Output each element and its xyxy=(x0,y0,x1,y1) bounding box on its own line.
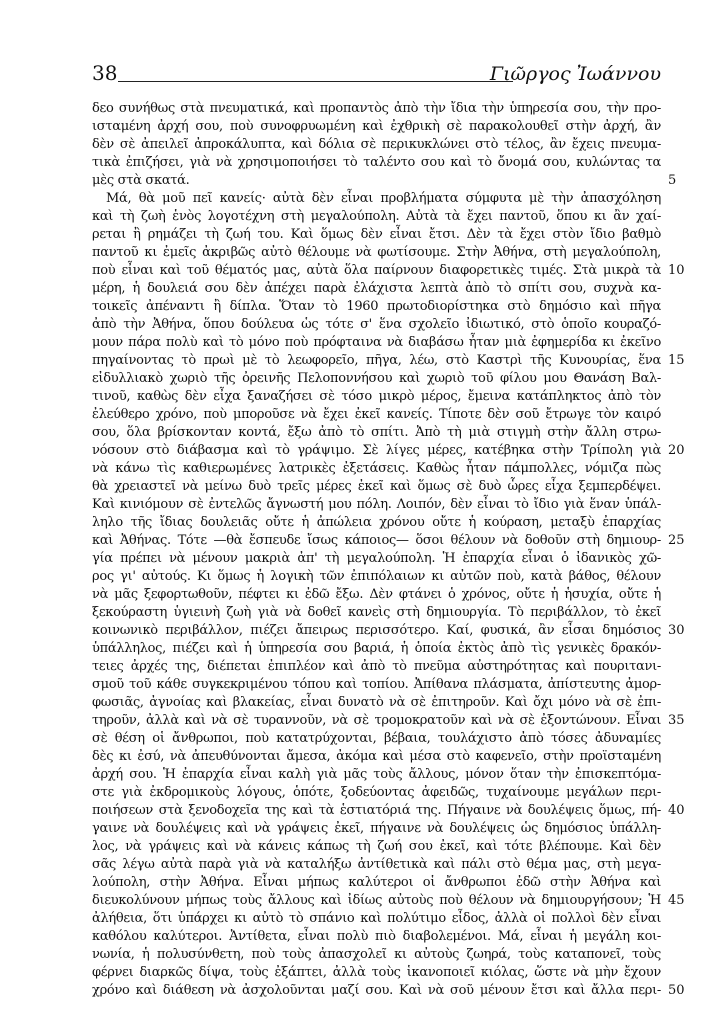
line-number: 35 xyxy=(668,713,685,728)
body-text xyxy=(92,100,661,1000)
line-number: 45 xyxy=(668,893,685,908)
text-line: νὰ κάνω τὶς καθιερωμένες λατρικὲς ἐξετάσεις. Καθὼς ἦταν πάμπολλες, νόμιζα πὼς xyxy=(92,461,661,476)
text-line: δὲν σὲ ἀπειλεῖ ἀπροκάλυπτα, καὶ δόλια σὲ περικυκλώνει στὸ τέλος, ἂν ἔχεις πνευμα- xyxy=(92,137,661,152)
line-number: 5 xyxy=(668,173,677,188)
text-line: χρόνο καὶ διάθεση νὰ ἀσχολοῦνται μαζί σου. Καὶ νὰ σοῦ μένουν ἔτσι καὶ ἄλλα περι- xyxy=(92,983,661,998)
page-header xyxy=(92,60,661,90)
text-line: λούπολη, στὴν Ἀθήνα. Εἶναι μήπως καλύτεροι οἱ ἄνθρωποι ἐδῶ στὴν Ἀθήνα καὶ xyxy=(92,875,661,890)
line-number: 20 xyxy=(668,443,685,458)
text-line: νωνία, ἡ πολυσύνθετη, ποὺ τοὺς ἀπασχολεῖ κι αὐτοὺς ζωηρά, τοὺς καταπονεῖ, τοὺς xyxy=(92,947,661,962)
line-number: 10 xyxy=(668,263,685,278)
text-line: ἀλήθεια, ὅτι ὑπάρχει κι αὐτὸ τὸ σπάνιο καὶ πολύτιμο εἶδος, ἀλλὰ οἱ πολλοὶ δὲν εἶναι xyxy=(92,911,661,926)
text-line: τοικεῖς ἀπέναντι ἢ δίπλα. Ὅταν τὸ 1960 πρωτοδιορίστηκα στὸ δημόσιο καὶ πῆγα xyxy=(92,299,661,314)
line-number: 25 xyxy=(668,533,685,548)
text-line: θὰ χρειαστεῖ νὰ μείνω δυὸ τρεῖς μέρες ἐκεῖ καὶ ὅμως σὲ δυὸ ὧρες εἶχα ξεμπερδέψει. xyxy=(92,479,661,494)
line-number: 30 xyxy=(668,623,685,638)
text-line: δὲς κι ἐσύ, νὰ ἀπευθύνονται ἄμεσα, ἀκόμα καὶ μέσα στὸ καφενεῖο, στὴν προϊσταμένη xyxy=(92,749,661,764)
text-line: διευκολύνουν μήπως τοὺς ἄλλους καὶ ἰδίως αὐτοὺς ποὺ θέλουν νὰ δημιουργήσουν; Ἡ xyxy=(92,893,661,908)
text-line: ὑπάλληλος, πιέζει καὶ ἡ ὑπηρεσία σου βαριά, ἡ ὁποία ἐκτὸς ἀπὸ τὶς γενικὲς δρακόν- xyxy=(92,641,661,656)
running-head-author: Γιῶργος Ἰωάννου xyxy=(489,63,661,85)
text-line: σου, ὅλα βρίσκονταν κοντά, ἔξω ἀπὸ τὸ σπίτι. Ἀπὸ τὴ μιὰ στιγμὴ στὴν ἄλλη στρω- xyxy=(92,425,661,440)
text-line: στε γιὰ ἐκδρομικοὺς λόγους, ὁπότε, ξοδεύοντας ἀφειδῶς, τυχαίνουμε μεγάλων περι- xyxy=(92,785,661,800)
text-line: ξεκούραστη ὑγιεινὴ ζωὴ γιὰ νὰ δοθεῖ κανεὶς στὴ δημιουργία. Τὸ περιβάλλον, τὸ ἐκεῖ xyxy=(92,605,661,620)
text-line: λος, νὰ γράψεις καὶ νὰ κάνεις κάπως τὴ ζωή σου ἐκεῖ, καὶ τότε βλέπουμε. Καὶ δὲν xyxy=(92,839,661,854)
text-line: ἐλεύθερο χρόνο, ποὺ μποροῦσε νὰ ἔχει ἐκεῖ κανείς. Τίποτε δὲν σοῦ ἔτρωγε τὸν καιρό xyxy=(92,407,661,422)
line-number: 50 xyxy=(668,983,685,998)
text-line: τινοῦ, καθὼς δὲν εἶχα ξαναζήσει σὲ τόσο μικρὸ μέρος, ἔμεινα κατάπληκτος ἀπὸ τὸν xyxy=(92,389,661,404)
text-line: σμοῦ τοῦ κάθε συγκεκριμένου τόπου καὶ τοπίου. Ἀπίθανα πλάσματα, ἀπίστευτης ἀμορ- xyxy=(92,677,661,692)
page-number: 38 xyxy=(92,61,118,85)
text-line: ἀρχή σου. Ἡ ἐπαρχία εἶναι καλὴ γιὰ μᾶς τοὺς ἄλλους, μόνον ὅταν τὴν ἐπισκεπτόμα- xyxy=(92,767,661,782)
text-line: φωσιᾶς, ἀγνοίας καὶ βλακείας, εἶναι δυνατὸ νὰ σὲ ἐπιτηροῦν. Καὶ ὄχι μόνο νὰ σὲ ἐπι- xyxy=(92,695,661,710)
text-line: τηροῦν, ἀλλὰ καὶ νὰ σὲ τυραννοῦν, νὰ σὲ τρομοκρατοῦν καὶ νὰ σὲ ἐξοντώνουν. Εἶναι xyxy=(92,713,661,728)
text-line: καὶ Ἀθήνας. Τότε —θὰ ἔσπευδε ἴσως κάποιος— ὅσοι θέλουν νὰ δοθοῦν στὴ δημιουρ- xyxy=(92,533,661,548)
text-line: καὶ τὴ ζωὴ ἑνὸς λογοτέχνη στὴ μεγαλούπολη. Αὐτὰ τὰ ἔχει παντοῦ, ὅπου κι ἂν χαί- xyxy=(92,209,661,224)
text-line: γαινε νὰ δουλέψεις καὶ νὰ γράψεις ἐκεῖ, πήγαινε νὰ δουλέψεις ὡς δημόσιος ὑπάλλη- xyxy=(92,821,661,836)
text-line: δεο συνήθως στὰ πνευματικά, καὶ προπαντὸς ἀπὸ τὴν ἴδια τὴν ὑπηρεσία σου, τὴν προ- xyxy=(92,101,661,116)
text-line: σὲ θέση οἱ ἄνθρωποι, ποὺ κατατρύχονται, βέβαια, τουλάχιστο ἀπὸ τόσες ἀδυναμίες xyxy=(92,731,661,746)
text-line: μὲς στὰ σκατά. xyxy=(92,173,190,188)
text-line: Μά, θὰ μοῦ πεῖ κανείς· αὐτὰ δὲν εἶναι προβλήματα σύμφυτα μὲ τὴν ἀπασχόληση xyxy=(106,191,661,206)
text-line: εἰδυλλιακὸ χωριὸ τῆς ὀρεινῆς Πελοποννήσου καὶ χωριὸ τοῦ φίλου μου Θανάση Βαλ- xyxy=(92,371,661,386)
text-line: κοινωνικὸ περιβάλλον, πιέζει ἄπειρως περισσότερο. Καί, φυσικά, ἂν εἶσαι δημόσιος xyxy=(92,623,661,638)
text-line: μουν πάρα πολὺ καὶ τὸ μόνο ποὺ πρόφταινα νὰ διαβάσω ἦταν μιὰ ἐφημερίδα κι ἐκεῖνο xyxy=(92,335,661,350)
text-line: γία πρέπει νὰ μένουν μακριὰ ἀπ' τὴ μεγαλούπολη. Ἡ ἐπαρχία εἶναι ὁ ἰδανικὸς χῶ- xyxy=(92,551,661,566)
text-line: καθόλου καλύτεροι. Ἀντίθετα, εἶναι πολὺ πιὸ διαβολεμένοι. Μά, εἶναι ἡ μεγάλη κοι- xyxy=(92,929,661,944)
text-line: ληλο τῆς ἴδιας δουλειᾶς οὔτε ἡ ἀπώλεια χρόνου οὔτε ἡ κούραση, μεταξὺ ἐπαρχίας xyxy=(92,515,661,530)
text-line: μέρη, ἡ δουλειά σου δὲν ἀπέχει παρὰ ἐλάχιστα λεπτὰ ἀπὸ τὸ σπίτι σου, συχνὰ κα- xyxy=(92,281,661,296)
text-line: ποὺ εἶναι καὶ τοῦ θέματός μας, αὐτὰ ὅλα παίρνουν διαφορετικὲς τιμές. Στὰ μικρὰ τὰ xyxy=(92,263,661,278)
text-line: ισταμένη ἀρχή σου, ποὺ συνοφρυωμένη καὶ ἐχθρικὴ σὲ παρακολουθεῖ στὴν ἀρχή, ἂν xyxy=(92,119,661,134)
text-line: παντοῦ κι ἐμεῖς ἀκριβῶς αὐτὸ θέλουμε νὰ φωτίσουμε. Στὴν Ἀθήνα, στὴ μεγαλούπολη, xyxy=(92,245,661,260)
line-number: 40 xyxy=(668,803,685,818)
text-line: νόσουν στὸ διάβασμα καὶ τὸ γράψιμο. Σὲ λίγες μέρες, κατέβηκα στὴν Τρίπολη γιὰ xyxy=(92,443,661,458)
line-number: 15 xyxy=(668,353,685,368)
text-line: ρος γι' αὐτούς. Κι ὅμως ἡ λογικὴ τῶν ἐπιπόλαιων κι αὐτῶν ποὺ, κατὰ βάθος, θέλουν xyxy=(92,569,661,584)
text-line: ἀπὸ τὴν Ἀθήνα, ὅπου δούλευα ὡς τότε σ' ἕνα σχολεῖο ἰδιωτικό, στὸ ὁποῖο κουραζό- xyxy=(92,317,661,332)
text-line: ποιήσεων στὰ ξενοδοχεῖα της καὶ τὰ ἑστιατόριά της. Πήγαινε νὰ δουλέψεις ὅμως, πή- xyxy=(92,803,661,818)
text-line: τειες ἀρχές της, διέπεται ἐπιπλέον καὶ ἀπὸ τὸ πνεῦμα αὐστηρότητας καὶ πουριτανι- xyxy=(92,659,661,674)
text-line: ρεται ἢ ρημάζει τὴ ζωή του. Καὶ ὅμως δὲν εἶναι ἔτσι. Δὲν τὰ ἔχει στὸν ἴδιο βαθμὸ xyxy=(92,227,661,242)
text-line: τικὰ ἐπιζήσει, γιὰ νὰ χρησιμοποιήσει τὸ ταλέντο σου καὶ τὸ ὄνομά σου, κυλώντας τα xyxy=(92,155,661,170)
text-line: νὰ μᾶς ξεφορτωθοῦν, πέφτει κι ἐδῶ ἔξω. Δὲν φτάνει ὁ χρόνος, οὔτε ἡ ἡσυχία, οὔτε ἡ xyxy=(92,587,661,602)
text-line: σᾶς λέγω αὐτὰ παρὰ γιὰ νὰ καταλήξω ἀντίθετικὰ καὶ πάλι στὸ θέμα μας, στὴ μεγα- xyxy=(92,857,661,872)
header-rule xyxy=(118,81,513,82)
text-line: πηγαίνοντας τὸ πρωὶ μὲ τὸ λεωφορεῖο, πῆγα, λέω, στὸ Καστρὶ τῆς Κυνουρίας, ἕνα xyxy=(92,353,661,368)
text-line: Καὶ κινιόμουν σὲ ἐντελῶς ἄγνωστή μου πόλη. Λοιπόν, δὲν εἶναι τὸ ἴδιο γιὰ ἕναν ὑπάλ- xyxy=(92,497,661,512)
text-line: φέρνει διαρκῶς δίψα, τοὺς ἐξάπτει, ἀλλὰ τοὺς ἱκανοποιεῖ κιόλας, ὥστε νὰ μὴν ἔχουν xyxy=(92,965,661,980)
